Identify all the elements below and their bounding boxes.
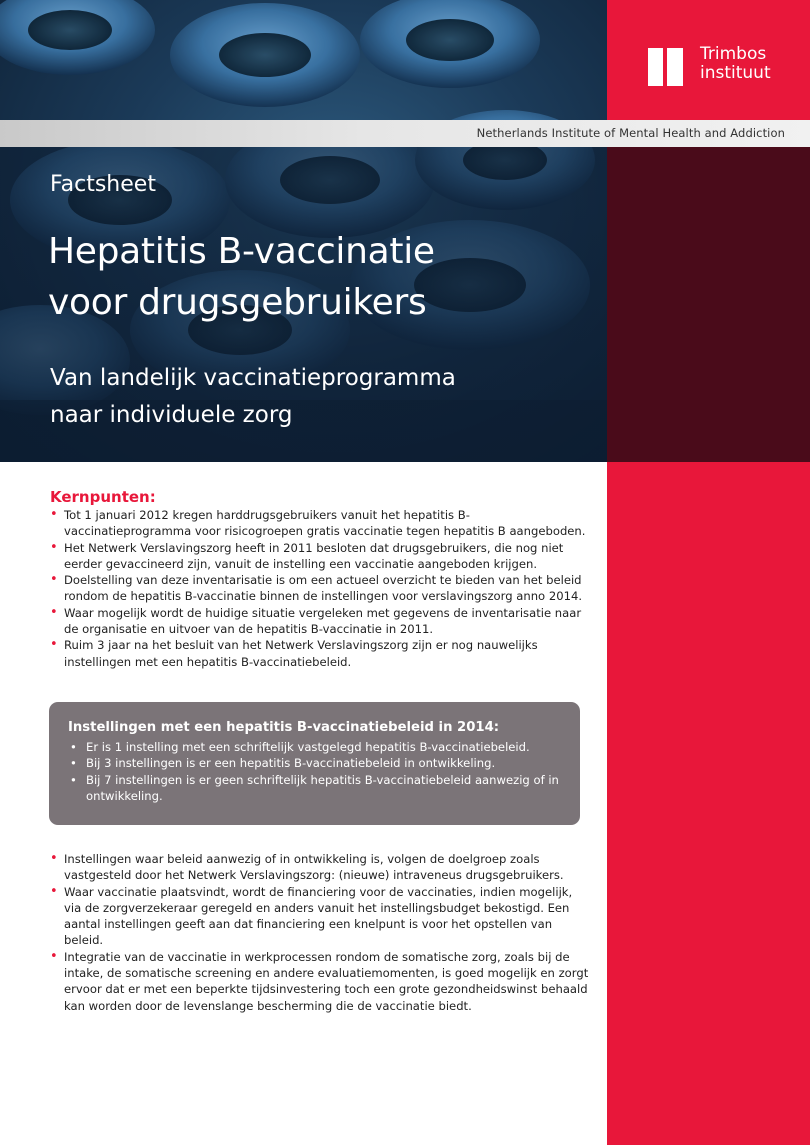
list-item: • Waar vaccinatie plaatsvindt, wordt de financiering voor de vaccinaties, indien mogelijk, via de zorgverzekeraar geregeld en anders vanuit het instellingsbudget bekostigd. Een aantal instellingen geeft aan dat financiering een knelpunt is voor het opstellen van beleid. bbox=[50, 884, 590, 949]
additional-points-section bbox=[50, 851, 590, 1014]
list-item: • Bij 7 instellingen is er geen schriftelijk hepatitis B-vaccinatiebeleid aanwezig of in ontwikkeling. bbox=[68, 772, 568, 805]
institute-tagline: Netherlands Institute of Mental Health and Addiction bbox=[476, 126, 785, 140]
subtitle-line1: Van landelijk vaccinatieprogramma bbox=[50, 365, 456, 391]
title-line2: voor drugsgebruikers bbox=[48, 282, 427, 323]
additional-points-list bbox=[50, 851, 590, 1014]
page-title bbox=[48, 226, 435, 328]
list-item: • Integratie van de vaccinatie in werkprocessen rondom de somatische zorg, zoals bij de intake, de somatische screening en andere evaluatiemomenten, is goed mogelijk en zorgt ervoor dat er met een beperkte tijdsinvestering toch een grote gezondheidswinst behaald kan worden door de levenslange bescherming die de vaccinatie biedt. bbox=[50, 949, 590, 1014]
logo-line2: instituut bbox=[700, 63, 771, 83]
box-list bbox=[68, 739, 568, 804]
kernpunten-list bbox=[50, 507, 590, 670]
list-item: • Doelstelling van deze inventarisatie is om een actueel overzicht te bieden van het beleid rondom de hepatitis B-vaccinatie binnen de instellingen voor verslavingszorg anno 2014. bbox=[50, 572, 590, 605]
list-item: • Het Netwerk Verslavingszorg heeft in 2011 besloten dat drugsgebruikers, die nog niet eerder gevaccineerd zijn, vanuit de instelling een vaccinatie aangeboden krijgen. bbox=[50, 540, 590, 573]
dark-side-panel bbox=[607, 147, 810, 462]
title-line1: Hepatitis B-vaccinatie bbox=[48, 231, 435, 272]
logo-line1: Trimbos bbox=[700, 44, 767, 64]
list-item: • Bij 3 instellingen is er een hepatitis B-vaccinatiebeleid in ontwikkeling. bbox=[68, 755, 568, 771]
kernpunten-heading: Kernpunten: bbox=[50, 488, 156, 506]
box-heading: Instellingen met een hepatitis B-vaccinatiebeleid in 2014: bbox=[68, 720, 500, 735]
list-item: • Waar mogelijk wordt de huidige situatie vergeleken met gegevens de inventarisatie naar de organisatie en uitvoer van de hepatitis B-vaccinatie in 2011. bbox=[50, 605, 590, 638]
list-item: • Tot 1 januari 2012 kregen harddrugsgebruikers vanuit het hepatitis B-vaccinatieprogramma voor risicogroepen gratis vaccinatie tegen hepatitis B aangeboden. bbox=[50, 507, 590, 540]
page-subtitle bbox=[50, 360, 456, 434]
subtitle-line2: naar individuele zorg bbox=[50, 402, 293, 428]
list-item: • Er is 1 instelling met een schriftelijk vastgelegd hepatitis B-vaccinatiebeleid. bbox=[68, 739, 568, 755]
list-item: • Instellingen waar beleid aanwezig of in ontwikkeling is, volgen de doelgroep zoals vastgesteld door het Netwerk Verslavingszorg: (nieuwe) intraveneus drugsgebruikers. bbox=[50, 851, 590, 884]
document-type: Factsheet bbox=[50, 172, 156, 197]
policy-summary-box bbox=[49, 702, 580, 825]
kernpunten-section bbox=[50, 488, 590, 670]
list-item: • Ruim 3 jaar na het besluit van het Netwerk Verslavingszorg zijn er nog nauwelijks instellingen met een hepatitis B-vaccinatiebeleid. bbox=[50, 637, 590, 670]
logo-wordmark bbox=[700, 45, 771, 83]
